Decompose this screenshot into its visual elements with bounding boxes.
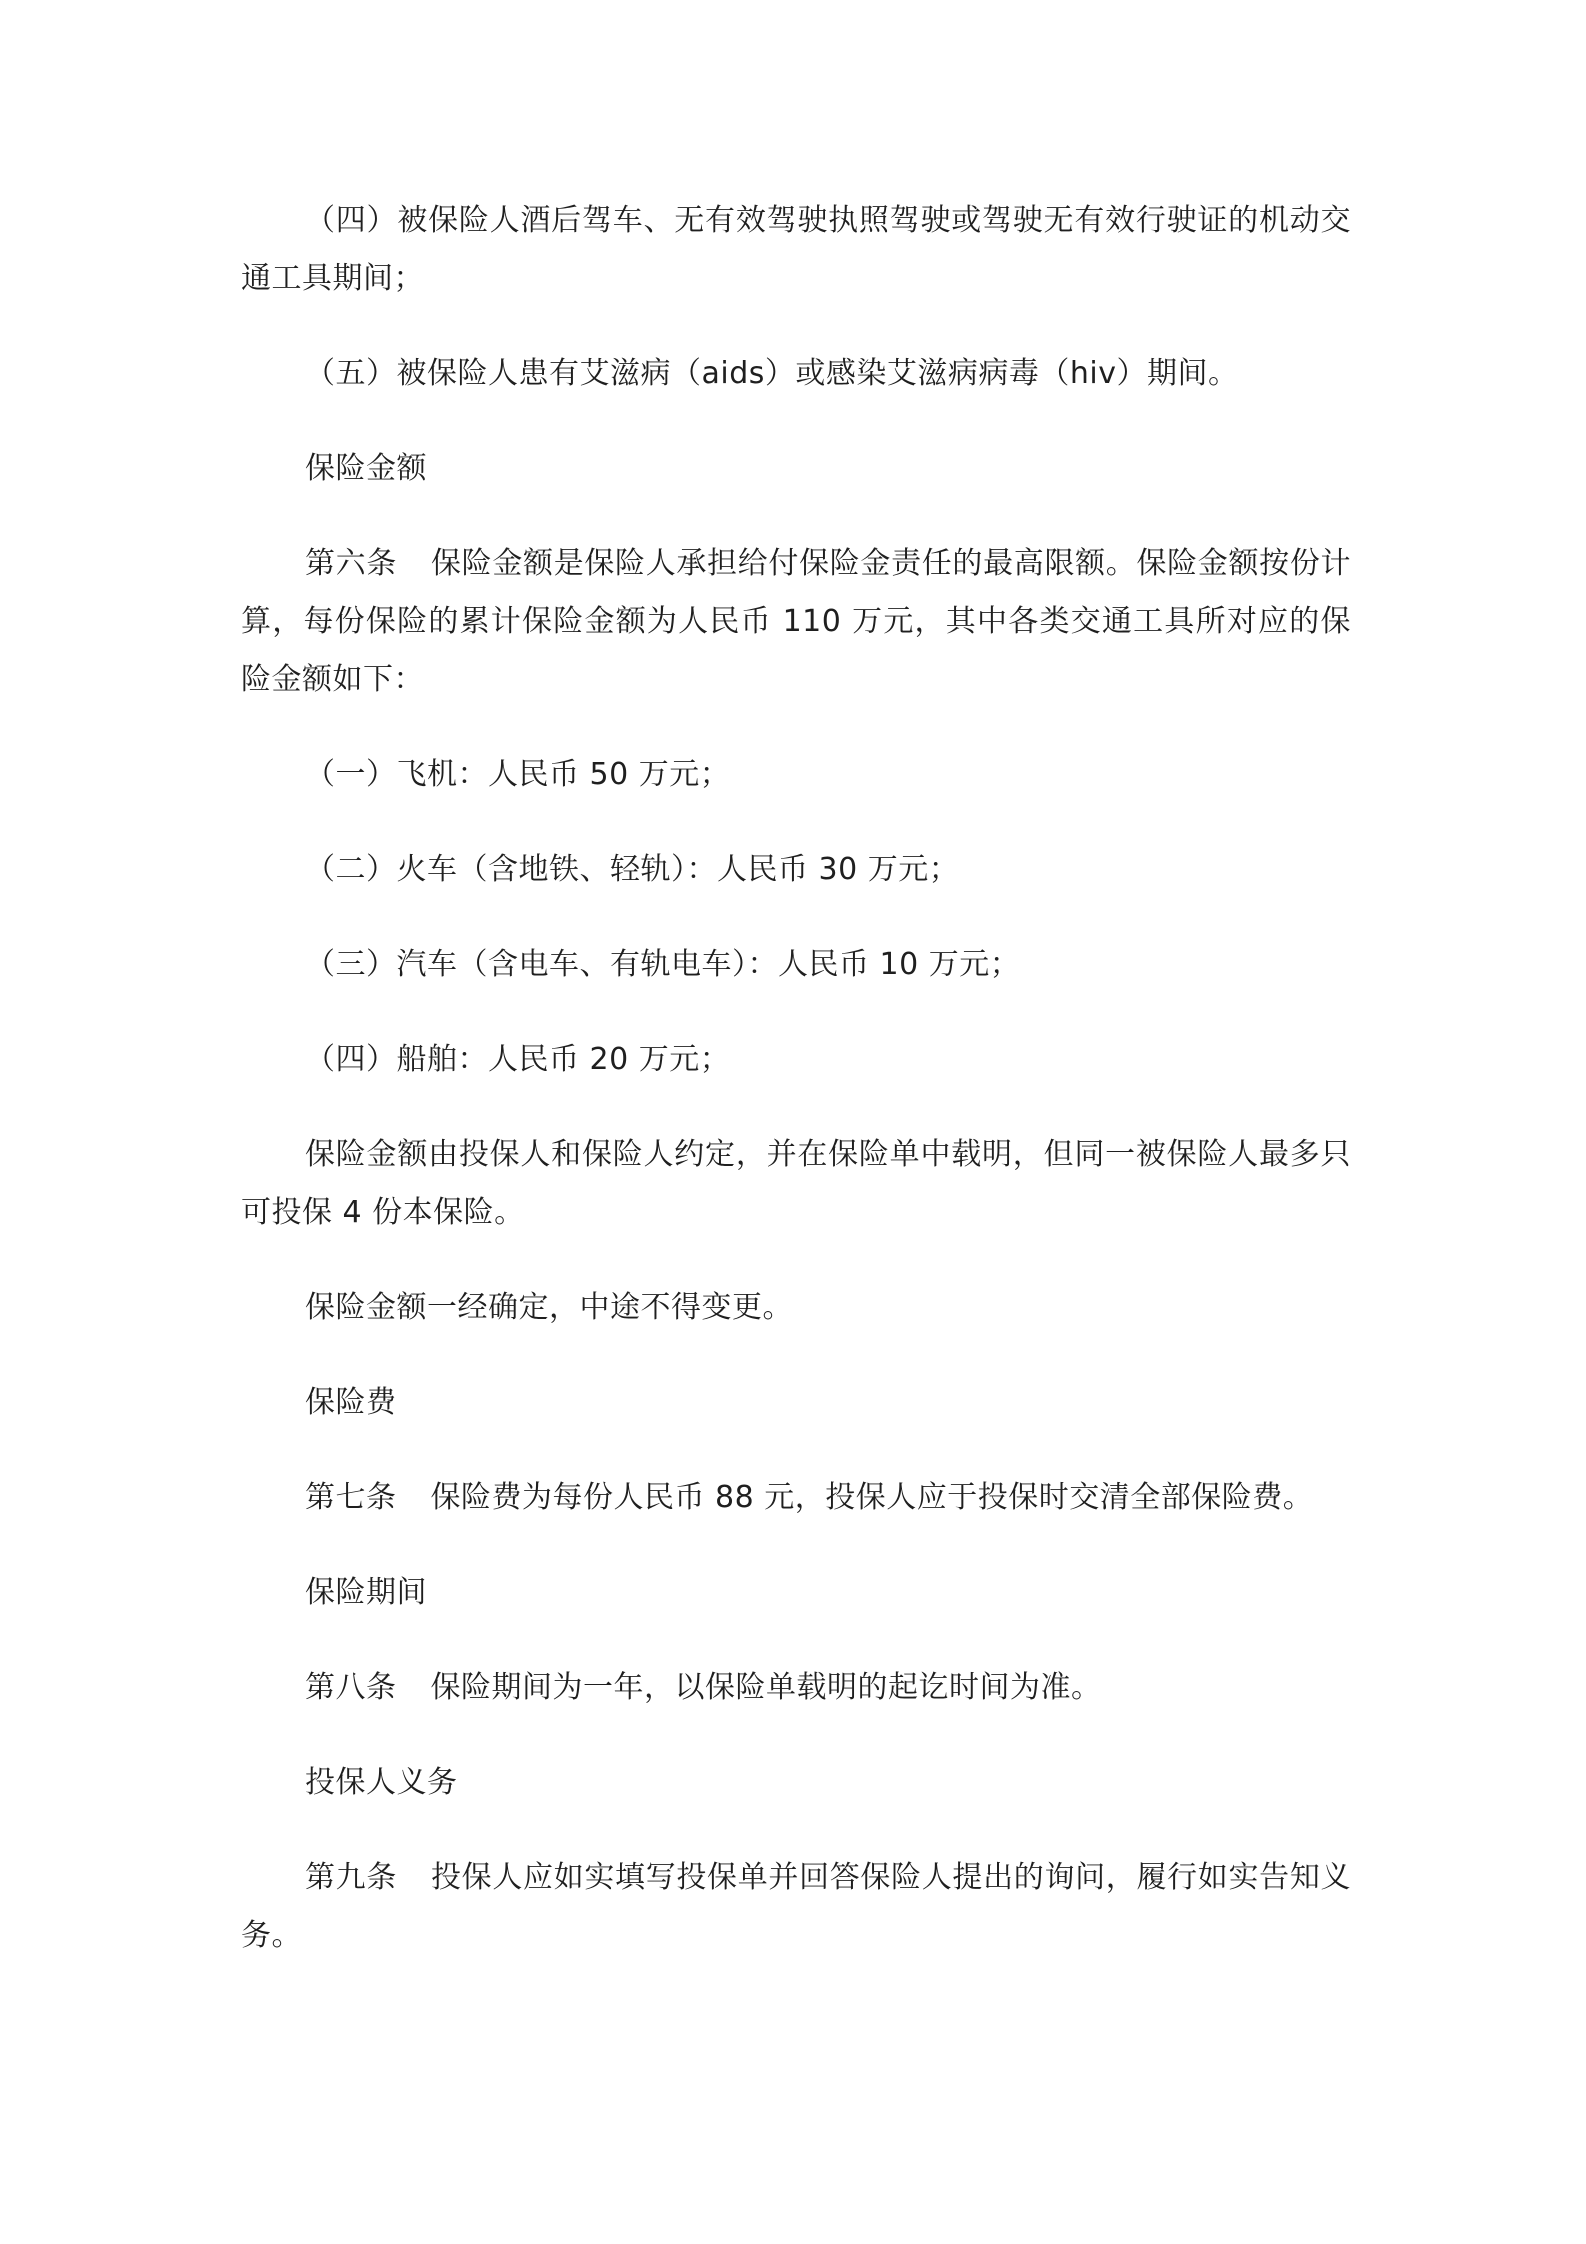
article-text: 保险期间为一年，以保险单载明的起讫时间为准。 [430, 1670, 1102, 1705]
sum-fixed-paragraph: 保险金额一经确定，中途不得变更。 [305, 1290, 793, 1325]
section-heading-policyholder-obligations: 投保人义务 [305, 1765, 458, 1800]
article-6 [241, 535, 1351, 709]
article-number: 第六条 [305, 546, 398, 581]
section-heading-sum-insured: 保险金额 [305, 451, 427, 486]
article-8 [241, 1659, 1351, 1717]
article-number: 第七条 [305, 1480, 397, 1515]
article-text: 保险金额是保险人承担给付保险金责任的最高限额。保险金额按份计算，每份保险的累计保险金额为人民币 110 万元，其中各类交通工具所对应的保险金额如下： [241, 546, 1351, 697]
clause-item-4: （四）被保险人酒后驾车、无有效驾驶执照驾驶或驾驶无有效行驶证的机动交通工具期间； [241, 203, 1351, 296]
article-7 [241, 1469, 1351, 1527]
sum-item-car: （三）汽车（含电车、有轨电车）：人民币 10 万元； [305, 947, 1021, 982]
article-text: 投保人应如实填写投保单并回答保险人提出的询问，履行如实告知义务。 [241, 1860, 1351, 1953]
document-body [241, 192, 1351, 2002]
sum-agreement-paragraph: 保险金额由投保人和保险人约定，并在保险单中载明，但同一被保险人最多只可投保 4 份本保险。 [241, 1137, 1351, 1230]
sum-item-ship: （四）船舶：人民币 20 万元； [305, 1042, 731, 1077]
article-9 [241, 1849, 1351, 1965]
clause-item-5: （五）被保险人患有艾滋病（aids）或感染艾滋病病毒（hiv）期间。 [305, 356, 1239, 391]
article-text: 保险费为每份人民币 88 元，投保人应于投保时交清全部保险费。 [430, 1480, 1314, 1515]
article-number: 第九条 [305, 1860, 398, 1895]
sum-item-airplane: （一）飞机：人民币 50 万元； [305, 757, 731, 792]
section-heading-insurance-period: 保险期间 [305, 1575, 427, 1610]
sum-item-train: （二）火车（含地铁、轻轨）：人民币 30 万元； [305, 852, 960, 887]
section-heading-premium: 保险费 [305, 1385, 397, 1420]
article-number: 第八条 [305, 1670, 397, 1705]
